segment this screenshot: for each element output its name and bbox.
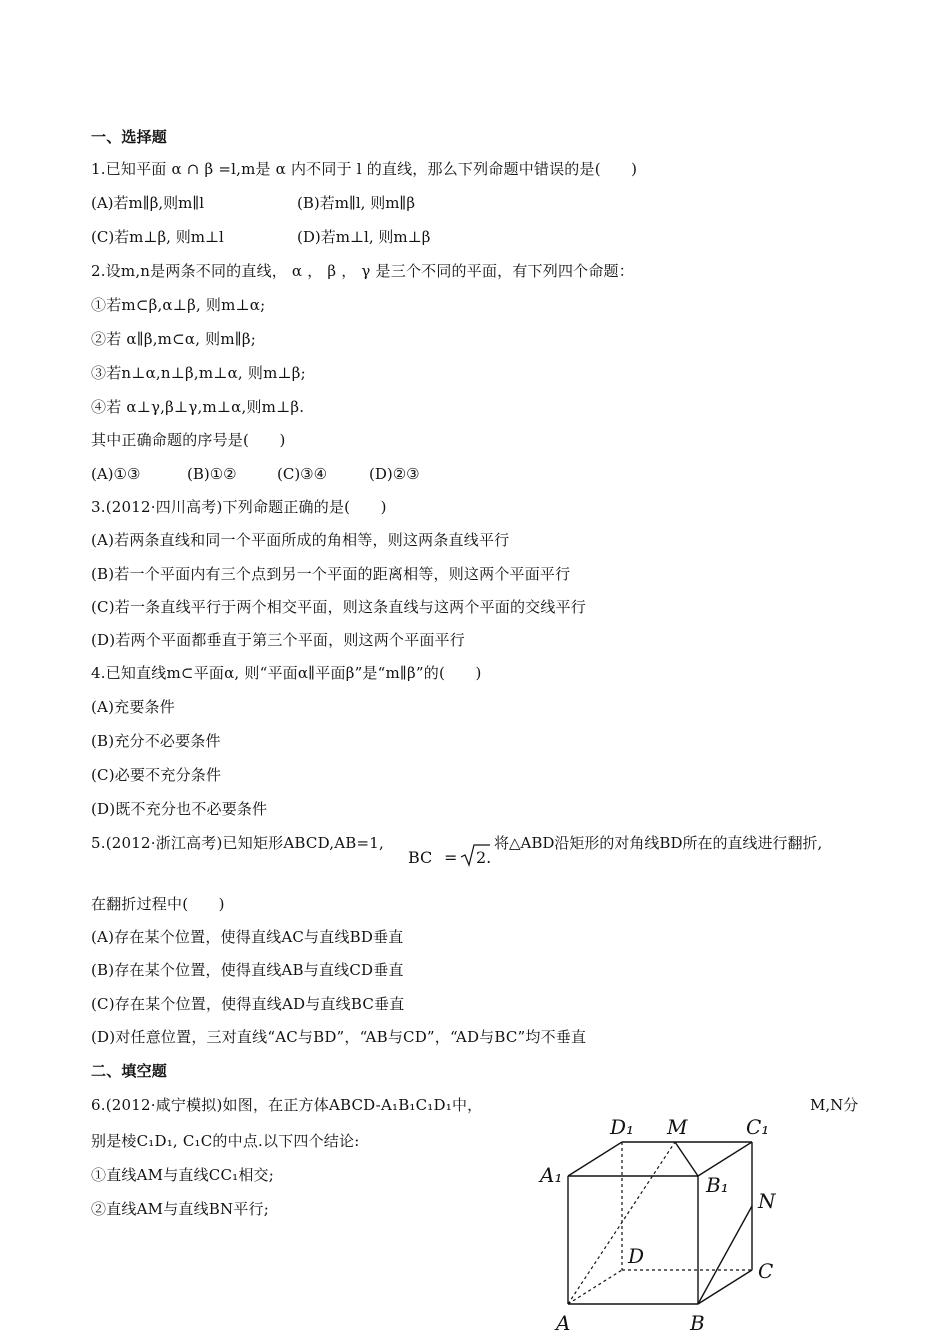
q5-option-d: (D)对任意位置，三对直线“AC与BD”，“AB与CD”，“AD与BC”均不垂直 (91, 1028, 587, 1046)
q2-proposition-2: ②若 α∥β,m⊂α, 则m∥β; (91, 330, 257, 348)
label-d1: D₁ (610, 1115, 635, 1139)
q4-option-a: (A)充要条件 (91, 698, 175, 716)
q5-option-a: (A)存在某个位置，使得直线AC与直线BD垂直 (91, 928, 404, 946)
q2-option-b: (B)①② (187, 465, 237, 483)
q3-option-d: (D)若两个平面都垂直于第三个平面，则这两个平面平行 (91, 631, 465, 649)
label-d: D (628, 1244, 645, 1268)
q5-bc-symbol: BC (408, 848, 433, 867)
q2-proposition-3: ③若n⊥α,n⊥β,m⊥α, 则m⊥β; (91, 364, 306, 382)
section-choice-title: 一、选择题 (91, 128, 168, 146)
cube-figure (520, 1108, 820, 1344)
q6-conclusion-2: ②直线AM与直线BN平行; (91, 1200, 269, 1218)
q2-stem: 2.设m,n是两条不同的直线， α ， β ， γ 是三个不同的平面，有下列四个命题： (91, 262, 634, 280)
q5-stem-2: 在翻折过程中( ) (91, 895, 225, 913)
q2-option-c: (C)③④ (277, 465, 328, 483)
label-a1: A₁ (540, 1163, 563, 1187)
q1-option-a: (A)若m∥β,则m∥l (91, 194, 205, 212)
q5-radicand: 2. (476, 848, 492, 867)
q6-stem-right: M,N分 (810, 1096, 859, 1114)
edge-ad-hidden (568, 1270, 622, 1304)
q5-bc-formula (406, 841, 498, 875)
segment-bn (698, 1206, 752, 1304)
label-c1: C₁ (746, 1115, 770, 1139)
q5-equals: = (444, 848, 458, 867)
edge-bc (698, 1270, 752, 1304)
q2-proposition-4: ④若 α⊥γ,β⊥γ,m⊥α,则m⊥β. (91, 398, 305, 416)
label-b: B (690, 1311, 705, 1335)
label-a: A (556, 1311, 571, 1335)
q3-option-a: (A)若两条直线和同一个平面所成的角相等，则这两条直线平行 (91, 531, 510, 549)
q2-option-d: (D)②③ (369, 465, 420, 483)
q1-option-b: (B)若m∥l, 则m∥β (297, 194, 416, 212)
q3-option-b: (B)若一个平面内有三个点到另一个平面的距离相等，则这两个平面平行 (91, 565, 571, 583)
q6-stem: 6.(2012·咸宁模拟)如图，在正方体ABCD-A₁B₁C₁D₁中， (91, 1096, 483, 1114)
q6-conclusion-1: ①直线AM与直线CC₁相交; (91, 1166, 275, 1184)
q2-proposition-1: ①若m⊂β,α⊥β, 则m⊥α; (91, 296, 266, 314)
q1-option-c: (C)若m⊥β, 则m⊥l (91, 228, 224, 246)
q1-option-d: (D)若m⊥l, 则m⊥β (297, 228, 431, 246)
q3-option-c: (C)若一条直线平行于两个相交平面，则这条直线与这两个平面的交线平行 (91, 598, 586, 616)
section-fill-title: 二、填空题 (91, 1062, 168, 1080)
q5-stem-pre: 5.(2012·浙江高考)已知矩形ABCD,AB=1, (91, 834, 384, 852)
q4-stem: 4.已知直线m⊂平面α, 则“平面α∥平面β”是“m∥β”的( ) (91, 664, 482, 682)
q5-option-b: (B)存在某个位置，使得直线AB与直线CD垂直 (91, 961, 404, 979)
label-n: N (758, 1189, 776, 1213)
label-c: C (758, 1259, 774, 1283)
q3-stem: 3.(2012·四川高考)下列命题正确的是( ) (91, 498, 387, 516)
segment-mb1 (675, 1142, 698, 1176)
label-m: M (667, 1115, 688, 1139)
q5-stem-post: 将△ABD沿矩形的对角线BD所在的直线进行翻折, (494, 834, 823, 852)
edge-b1c1 (698, 1142, 752, 1176)
q5-sqrt-formula (406, 841, 498, 871)
q4-option-c: (C)必要不充分条件 (91, 766, 222, 784)
q5-option-c: (C)存在某个位置，使得直线AD与直线BC垂直 (91, 995, 405, 1013)
q2-option-a: (A)①③ (91, 465, 141, 483)
q4-option-d: (D)既不充分也不必要条件 (91, 800, 268, 818)
q4-option-b: (B)充分不必要条件 (91, 732, 221, 750)
label-b1: B₁ (706, 1173, 729, 1197)
edge-a1d1 (568, 1142, 622, 1176)
q2-ask: 其中正确命题的序号是( ) (91, 431, 286, 449)
q1-stem: 1.已知平面 α ∩ β =l,m是 α 内不同于 l 的直线，那么下列命题中错误的是( ) (91, 160, 638, 178)
q6-stem-2: 别是棱C₁D₁, C₁C的中点.以下四个结论: (91, 1132, 360, 1150)
